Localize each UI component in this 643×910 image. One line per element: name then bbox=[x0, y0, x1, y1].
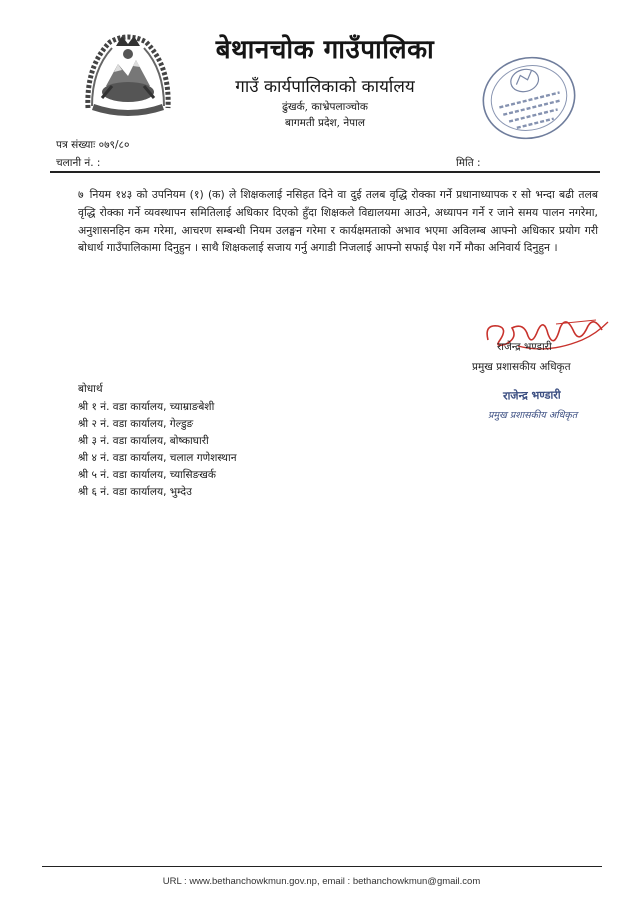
header-divider bbox=[50, 171, 600, 173]
municipality-name: बेथानचोक गाउँपालिका bbox=[215, 35, 435, 65]
office-seal-icon bbox=[478, 50, 580, 146]
cc-item: श्री २ नं. वडा कार्यालय, गेल्डुङ bbox=[78, 418, 194, 430]
address-line-2: बागमती प्रदेश, नेपाल bbox=[285, 117, 365, 129]
name-stamp: राजेन्द्र भण्डारी bbox=[502, 388, 561, 403]
office-name: गाउँ कार्यपालिकाको कार्यालय bbox=[235, 77, 415, 97]
signatory-title: प्रमुख प्रशासकीय अधिकृत bbox=[472, 361, 571, 373]
signatory-name: राजेन्द्र भण्डारी bbox=[497, 341, 552, 353]
cc-item: श्री ६ नं. वडा कार्यालय, भुम्देउ bbox=[78, 486, 192, 498]
cc-item: श्री १ नं. वडा कार्यालय, च्याम्राङबेशी bbox=[78, 401, 215, 413]
paragraph-text: नियम १४३ को उपनियम (१) (क) ले शिक्षकलाई नसिहत दिने वा दुई तलब वृद्धि रोक्का गर्ने प्रधानाध्यापक र सो भन्दा बढी तलब वृद्धि रोक्का गर्ने व्यवस्थापन समितिलाई अधिकार दिएको हुँदा शिक्षकले विद्यालयमा आउने, अध्यापन गर्ने र जाने समय पालन नगरेमा, अनुशासनहिन कम गरेमा, आचरण सम्बन्धी नियम उलङ्घन गरेमा र कार्यक्षमताको अभाव भएमा अविलम्ब आफ्नो अधिकार प्रयोग गरी बोधार्थ गाउँपालिकामा दिनुहुन । साथै शिक्षकलाई सजाय गर्नु अगाडी निजलाई आफ्नो सफाई पेश गर्ने मौका अनिवार्य दिनुहुन । bbox=[78, 188, 598, 255]
title-stamp: प्रमुख प्रशासकीय अधिकृत bbox=[488, 410, 578, 421]
dispatch-number: चलानी नं. : bbox=[56, 157, 101, 169]
cc-item: श्री ५ नं. वडा कार्यालय, च्यासिङखर्क bbox=[78, 469, 216, 481]
paragraph-number: ७ bbox=[78, 188, 84, 201]
cc-item: श्री ३ नं. वडा कार्यालय, बोष्काघारी bbox=[78, 435, 209, 447]
footer-contact: URL : www.bethanchowkmun.gov.np, email : bethanchowkmun@gmail.com bbox=[162, 876, 481, 887]
footer-divider bbox=[42, 866, 602, 867]
body-paragraph bbox=[78, 186, 598, 257]
cc-item: श्री ४ नं. वडा कार्यालय, चलाल गणेशस्थान bbox=[78, 452, 237, 464]
date-label: मिति : bbox=[456, 157, 481, 169]
cc-list bbox=[78, 399, 237, 501]
reference-number: पत्र संख्याः ०७९/८० bbox=[56, 139, 130, 151]
government-emblem-icon bbox=[78, 26, 178, 122]
address-line-1: ढुंखर्क, काभ्रेपलाञ्चोक bbox=[282, 101, 368, 113]
cc-heading: बोधार्थ bbox=[78, 383, 103, 395]
